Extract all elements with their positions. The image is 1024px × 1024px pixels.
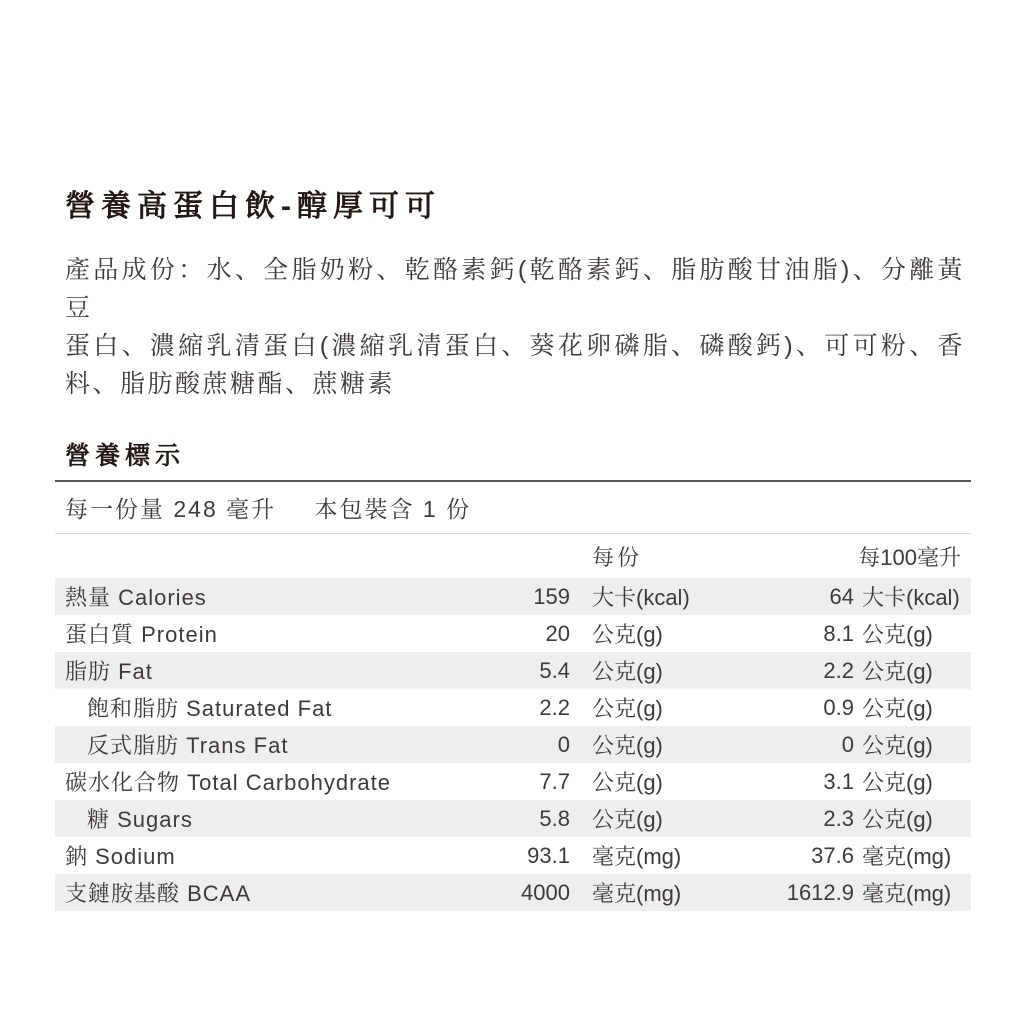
ingredients-line: 料、脂肪酸蔗糖酯、蔗糖素 (65, 370, 396, 398)
row-unit-per-100ml: 公克(g) (862, 622, 933, 647)
column-header-per-serving: 每份 (592, 544, 643, 570)
table-row (55, 689, 971, 726)
servings-per-package: 本包裝含 1 份 (314, 496, 472, 522)
row-unit-per-serving: 毫克(mg) (592, 881, 682, 906)
row-unit-per-100ml: 公克(g) (862, 659, 933, 684)
row-value-per-serving: 0 (557, 731, 570, 757)
nutrition-table (55, 578, 971, 911)
row-label: 蛋白質 Protein (65, 622, 218, 647)
table-row (55, 837, 971, 874)
row-value-per-100ml: 3.1 (823, 768, 854, 794)
row-value-per-100ml: 1612.9 (786, 879, 854, 905)
row-label: 熱量 Calories (65, 585, 207, 610)
row-value-per-serving: 20 (545, 620, 570, 646)
row-unit-per-serving: 公克(g) (592, 659, 663, 684)
row-unit-per-100ml: 毫克(mg) (862, 881, 952, 906)
row-value-per-serving: 5.8 (539, 805, 570, 831)
column-header-per-100ml: 每100毫升 (858, 544, 961, 570)
table-row (55, 800, 971, 837)
row-value-per-100ml: 8.1 (823, 620, 854, 646)
row-value-per-100ml: 2.3 (823, 805, 854, 831)
row-value-per-100ml: 64 (829, 583, 854, 609)
row-label: 糖 Sugars (87, 807, 193, 832)
row-unit-per-serving: 公克(g) (592, 733, 663, 758)
row-unit-per-serving: 公克(g) (592, 696, 663, 721)
row-value-per-serving: 159 (533, 583, 570, 609)
row-label: 碳水化合物 Total Carbohydrate (65, 770, 391, 795)
row-unit-per-serving: 毫克(mg) (592, 844, 682, 869)
nutrition-label-page (55, 0, 971, 911)
row-label: 支鏈胺基酸 BCAA (65, 881, 252, 906)
row-unit-per-100ml: 公克(g) (862, 807, 933, 832)
table-row (55, 578, 971, 615)
row-value-per-serving: 2.2 (539, 694, 570, 720)
row-unit-per-serving: 公克(g) (592, 770, 663, 795)
nutrition-facts-heading: 營養標示 (65, 442, 186, 470)
table-row (55, 874, 971, 911)
row-unit-per-100ml: 公克(g) (862, 770, 933, 795)
row-value-per-serving: 4000 (521, 879, 570, 905)
row-label: 反式脂肪 Trans Fat (87, 733, 289, 758)
row-label: 脂肪 Fat (65, 659, 153, 684)
row-value-per-serving: 5.4 (539, 657, 570, 683)
row-unit-per-100ml: 公克(g) (862, 696, 933, 721)
row-value-per-100ml: 37.6 (811, 842, 854, 868)
ingredients-paragraph (65, 251, 965, 403)
row-value-per-100ml: 0.9 (823, 694, 854, 720)
row-value-per-100ml: 2.2 (823, 657, 854, 683)
row-unit-per-serving: 公克(g) (592, 622, 663, 647)
ingredients-line: 蛋白、濃縮乳清蛋白(濃縮乳清蛋白、葵花卵磷脂、磷酸鈣)、可可粉、香 (65, 332, 965, 360)
serving-info (55, 482, 971, 533)
serving-size: 每一份量 248 毫升 (65, 496, 277, 522)
table-row (55, 652, 971, 689)
row-unit-per-100ml: 大卡(kcal) (862, 585, 960, 610)
ingredients-line: 產品成份：水、全脂奶粉、乾酪素鈣(乾酪素鈣、脂肪酸甘油脂)、分離黃豆 (65, 256, 965, 322)
table-row (55, 726, 971, 763)
row-label: 鈉 Sodium (65, 844, 176, 869)
table-row (55, 763, 971, 800)
row-value-per-serving: 93.1 (527, 842, 570, 868)
row-unit-per-100ml: 公克(g) (862, 733, 933, 758)
page-title: 營養高蛋白飲-醇厚可可 (65, 190, 441, 223)
table-row (55, 615, 971, 652)
row-unit-per-serving: 大卡(kcal) (592, 585, 690, 610)
row-value-per-serving: 7.7 (539, 768, 570, 794)
row-unit-per-100ml: 毫克(mg) (862, 844, 952, 869)
row-unit-per-serving: 公克(g) (592, 807, 663, 832)
row-label: 飽和脂肪 Saturated Fat (87, 696, 333, 721)
table-header-row (55, 534, 971, 578)
row-value-per-100ml: 0 (841, 731, 854, 757)
